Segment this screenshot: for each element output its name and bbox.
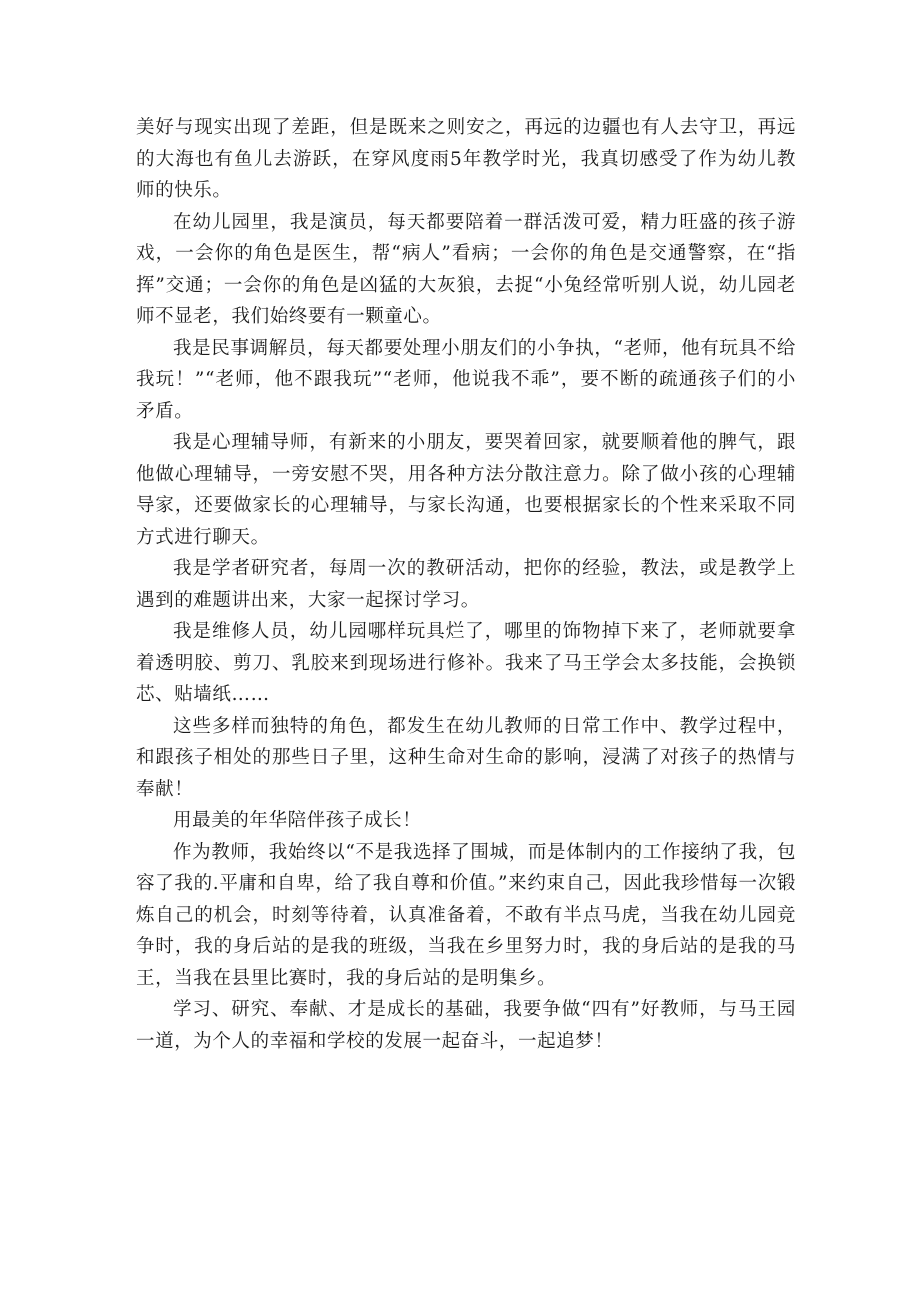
paragraph-teacher-attitude: 作为教师，我始终以“不是我选择了围城，而是体制内的工作接纳了我，包容了我的.平庸和自卑，给了我自尊和价值。”来约束自己，因此我珍惜每一次锻炼自己的机会，时刻等待着，认真准备着，不敢有半点马虎，当我在幼儿园竞争时，我的身后站的是我的班级，当我在乡里努力时，我的身后站的是我的马王，当我在县里比赛时，我的身后站的是明集乡。 (136, 841, 796, 989)
paragraph-conclusion: 学习、研究、奉献、才是成长的基础，我要争做“四有”好教师，与马王园一道，为个人的幸福和学校的发展一起奋斗，一起追梦！ (136, 999, 796, 1052)
paragraph-continuation: 美好与现实出现了差距，但是既来之则安之，再远的边疆也有人去守卫，再远的大海也有鱼儿去游跃，在穿风度雨5年教学时光，我真切感受了作为幼儿教师的快乐。 (136, 117, 796, 201)
paragraph-actor-role: 在幼儿园里，我是演员，每天都要陪着一群活泼可爱，精力旺盛的孩子游戏，一会你的角色是医生，帮“病人”看病；一会你的角色是交通警察，在“指挥”交通；一会你的角色是凶猛的大灰狼，去捉“小兔经常听别人说，幼儿园老师不显老，我们始终要有一颗童心。 (136, 211, 796, 327)
paragraph-researcher-role: 我是学者研究者，每周一次的教研活动，把你的经验，教法，或是教学上遇到的难题讲出来，大家一起探讨学习。 (136, 558, 796, 611)
paragraph-counselor-role: 我是心理辅导师，有新来的小朋友，要哭着回家，就要顺着他的脾气，跟他做心理辅导，一旁安慰不哭，用各种方法分散注意力。除了做小孩的心理辅导家，还要做家长的心理辅导，与家长沟通，也要根据家长的个性来采取不同方式进行聊天。 (136, 432, 796, 548)
paragraph-motto: 用最美的年华陪伴孩子成长！ (173, 810, 422, 831)
paragraph-mediator-role: 我是民事调解员，每天都要处理小朋友们的小争执，“老师，他有玩具不给我玩！”“老师，他不跟我玩”“老师，他说我不乖”，要不断的疏通孩子们的小矛盾。 (136, 337, 796, 422)
paragraph-repairer-role: 我是维修人员，幼儿园哪样玩具烂了，哪里的饰物掉下来了，老师就要拿着透明胶、剪刀、乳胶来到现场进行修补。我来了马王学会太多技能，会换锁芯、贴墙纸…… (136, 621, 796, 705)
paragraph-roles-summary: 这些多样而独特的角色，都发生在幼儿教师的日常工作中、教学过程中，和跟孩子相处的那些日子里，这种生命对生命的影响，浸满了对孩子的热情与奉献！ (136, 715, 796, 800)
document-body (136, 112, 796, 1057)
